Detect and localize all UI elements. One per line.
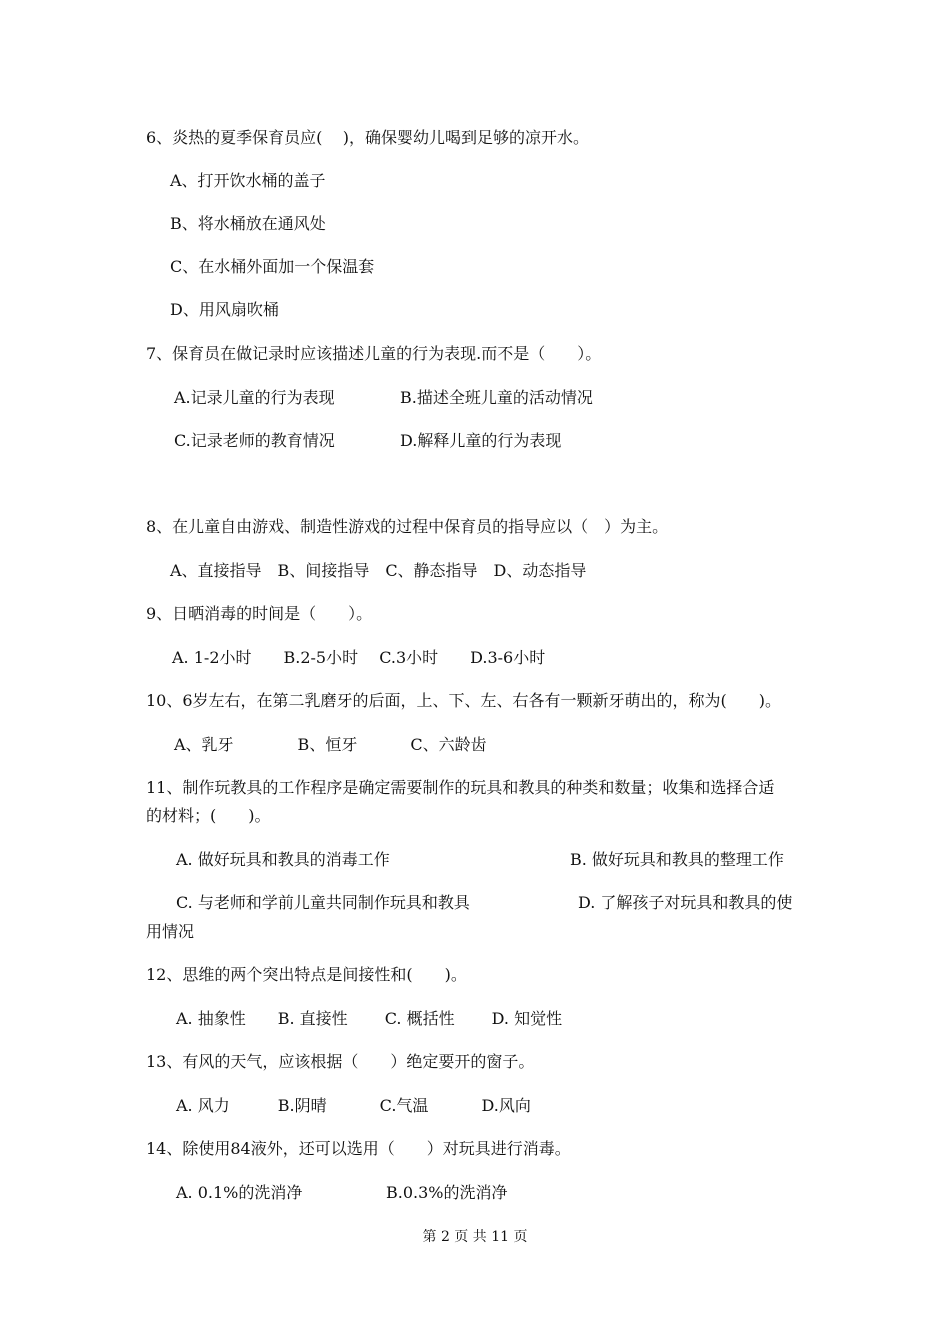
question-6-option-c: C、在水桶外面加一个保温套: [170, 257, 375, 276]
question-11-option-d-continued: 用情况: [146, 922, 195, 941]
question-12-options: A. 抽象性 B. 直接性 C. 概括性 D. 知觉性: [176, 1009, 563, 1028]
question-6-option-a: A、打开饮水桶的盖子: [170, 171, 326, 190]
question-11-stem-line-1: 11、制作玩教具的工作程序是确定需要制作的玩具和教具的种类和数量；收集和选择合适: [146, 778, 775, 797]
question-8-stem: 8、在儿童自由游戏、制造性游戏的过程中保育员的指导应以（ ）为主。: [146, 517, 669, 536]
question-11-option-c: C. 与老师和学前儿童共同制作玩具和教具: [176, 893, 470, 912]
question-12-stem: 12、思维的两个突出特点是间接性和( )。: [146, 965, 467, 984]
question-6-option-d: D、用风扇吹桶: [170, 300, 279, 319]
question-14-stem: 14、除使用84液外，还可以选用（ ）对玩具进行消毒。: [146, 1139, 571, 1158]
question-7-option-a: A.记录儿童的行为表现: [174, 388, 335, 407]
question-11-option-d: D. 了解孩子对玩具和教具的使: [578, 893, 793, 912]
question-11-option-b: B. 做好玩具和教具的整理工作: [570, 850, 784, 869]
question-11-option-a: A. 做好玩具和教具的消毒工作: [176, 850, 390, 869]
question-7-option-d: D.解释儿童的行为表现: [400, 431, 562, 450]
question-13-stem: 13、有风的天气，应该根据（ ）绝定要开的窗子。: [146, 1052, 535, 1071]
question-6-stem: 6、炎热的夏季保育员应( )，确保婴幼儿喝到足够的凉开水。: [146, 128, 590, 147]
question-14-option-b: B.0.3%的洗消净: [386, 1183, 508, 1202]
question-10-stem: 10、6岁左右，在第二乳磨牙的后面，上、下、左、右各有一颗新牙萌出的，称为( )。: [146, 691, 782, 710]
question-10-options: A、乳牙 B、恒牙 C、六龄齿: [174, 735, 487, 754]
question-7-option-c: C.记录老师的教育情况: [174, 431, 335, 450]
question-7-option-b: B.描述全班儿童的活动情况: [400, 388, 593, 407]
question-13-options: A. 风力 B.阴晴 C.气温 D.风向: [176, 1096, 531, 1115]
page-footer: 第 2 页 共 11 页: [422, 1229, 528, 1245]
question-6-option-b: B、将水桶放在通风处: [170, 214, 326, 233]
question-9-stem: 9、日晒消毒的时间是（ ）。: [146, 604, 373, 623]
question-7-stem: 7、保育员在做记录时应该描述儿童的行为表现.而不是（ ）。: [146, 344, 602, 363]
question-9-options: A. 1-2小时 B.2-5小时 C.3小时 D.3-6小时: [172, 648, 546, 667]
question-11-stem-line-2: 的材料；( )。: [146, 806, 271, 825]
question-8-options: A、直接指导 B、间接指导 C、静态指导 D、动态指导: [170, 561, 587, 580]
question-14-option-a: A. 0.1%的洗消净: [176, 1183, 303, 1202]
